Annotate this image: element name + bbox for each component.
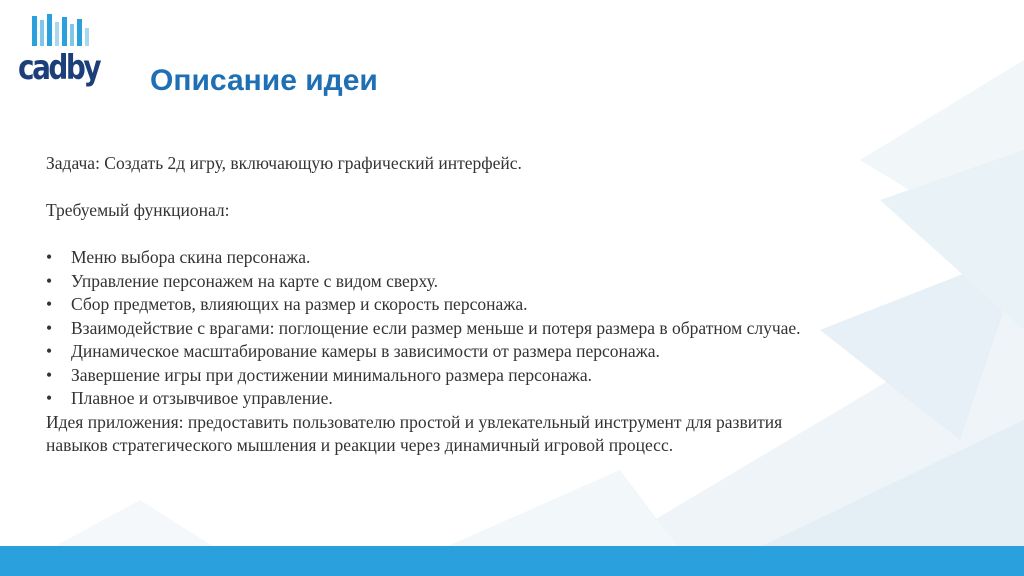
bullet-dot: •: [46, 317, 53, 338]
task-text: Задача: Создать 2д игру, включающую графический интерфейс.: [46, 153, 522, 173]
functional-heading: Требуемый функционал:: [46, 200, 230, 220]
list-item-text: Динамическое масштабирование камеры в зависимости от размера персонажа.: [71, 341, 660, 361]
bullet-dot: •: [46, 294, 53, 314]
list-item: [46, 317, 806, 341]
bullet-dot: •: [46, 388, 53, 408]
bullet-dot: •: [46, 270, 53, 291]
list-item-text: Меню выбора скина персонажа.: [71, 247, 311, 267]
list-item: [46, 387, 806, 411]
list-item-text: Управление персонажем на карте с видом сверху.: [71, 270, 439, 291]
list-item-text: Плавное и отзывчивое управление.: [71, 388, 333, 408]
list-item-text: Сбор предметов, влияющих на размер и скорость персонажа.: [71, 294, 528, 314]
list-item-text: Завершение игры при достижении минимального размера персонажа.: [71, 364, 593, 385]
list-item: [46, 293, 806, 317]
list-item: [46, 364, 806, 388]
bullet-dot: •: [46, 247, 53, 267]
functional-list: [46, 246, 806, 411]
bottom-accent-bar: [0, 546, 1024, 576]
bullet-dot: •: [46, 341, 53, 361]
bullet-dot: •: [46, 364, 53, 385]
slide-content: [46, 152, 806, 458]
slide-title: Описание идеи: [150, 64, 378, 97]
list-item: [46, 270, 806, 294]
logo: [18, 14, 104, 88]
list-item-text: Взаимодействие с врагами: поглощение если размер меньше и потеря размера в обратном случае.: [71, 317, 801, 338]
list-item: [46, 340, 806, 364]
idea-text: Идея приложения: предоставить пользователю простой и увлекательный инструмент для развития навыков стратегического мышления и реакции через динамичный игровой процесс.: [46, 411, 783, 455]
list-item: [46, 246, 806, 270]
logo-text: cadby: [18, 48, 100, 88]
